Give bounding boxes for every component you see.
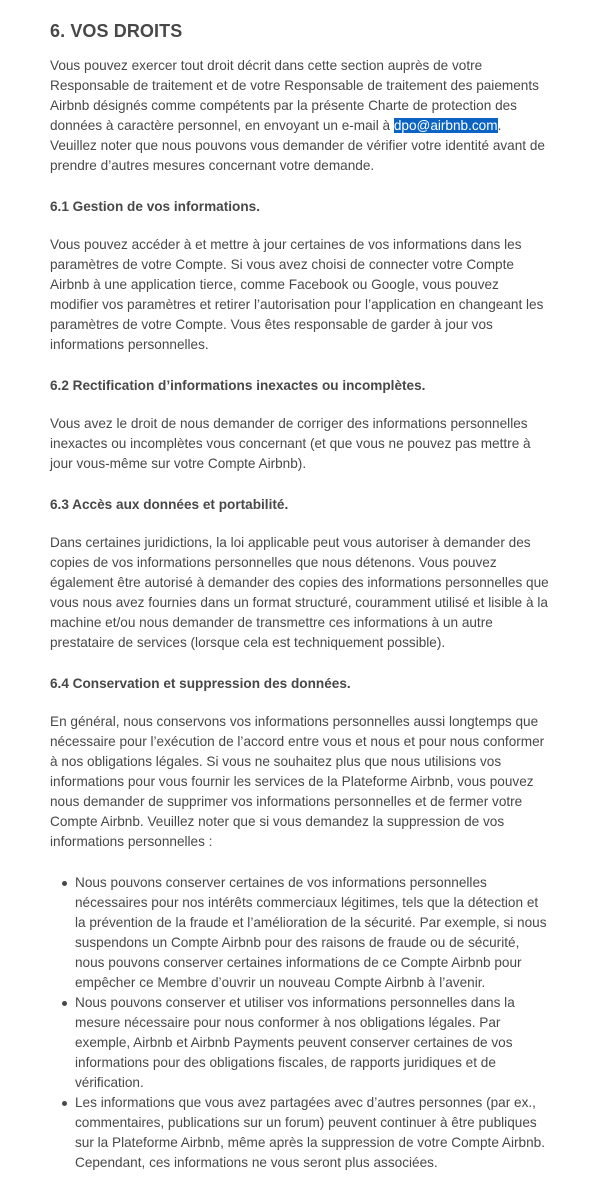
intro-paragraph — [50, 56, 550, 176]
bullet-icon — [62, 881, 67, 886]
intro-text-after: . Veuillez noter que nous pouvons vous demander de vérifier votre identité avant de prendre d’autres mesures concernant votre demande. — [50, 118, 545, 173]
subsection-text-6-3: Dans certaines juridictions, la loi applicable peut vous autoriser à demander des copies de vos informations personnelles que nous détenons. Vous pouvez également être autorisé à demander des copies des informations personnelles que vous nous avez fournies dans un format structuré, couramment utilisé et lisible à la machine et/ou nous demander de transmettre ces informations à un autre prestataire de services (lorsque cela est techniquement possible). — [50, 535, 549, 650]
intro-text-before: Vous pouvez exercer tout droit décrit dans cette section auprès de votre Responsable de traitement et de votre Responsable de traitement des paiements Airbnb désignés comme compétents par la présente Charte de protection des données à caractère personnel, en envoyant un e-mail à — [50, 58, 539, 133]
subsection-heading-6-2: 6.2 Rectification d’informations inexactes ou incomplètes. — [50, 378, 426, 393]
list-item — [75, 993, 550, 1093]
subsection-text-6-1: Vous pouvez accéder à et mettre à jour certaines de vos informations dans les paramètres de votre Compte. Si vous avez choisi de connecter votre Compte Airbnb à une application tierce, comme Facebook ou Google, vous pouvez modifier vos paramètres et retirer l’autorisation pour l’application en changeant les paramètres de votre Compte. Vous êtes responsable de garder à jour vos informations personnelles. — [50, 237, 544, 352]
subsection-heading-6-1: 6.1 Gestion de vos informations. — [50, 199, 260, 214]
subsection-heading-6-4: 6.4 Conservation et suppression des données. — [50, 676, 351, 691]
list-item — [75, 1093, 550, 1173]
deletion-caveats-list — [50, 873, 550, 1173]
bullet-icon — [62, 1101, 67, 1106]
list-item — [75, 873, 550, 993]
list-item-text: Nous pouvons conserver et utiliser vos informations personnelles dans la mesure nécessaire pour nous conformer à nos obligations légales. Par exemple, Airbnb et Airbnb Payments peuvent conserver certaines de vos informations pour des obligations fiscales, de rapports juridiques et de vérification. — [75, 995, 515, 1090]
subsection-text-6-4: En général, nous conservons vos informations personnelles aussi longtemps que nécessaire pour l’exécution de l’accord entre vous et nous et pour nous conformer à nos obligations légales. Si vous ne souhaitez plus que nous utilisions vos informations pour vous fournir les services de la Plateforme Airbnb, vous pouvez nous demander de supprimer vos informations personnelles et de fermer votre Compte Airbnb. Veuillez noter que si vous demandez la suppression de vos informations personnelles : — [50, 714, 545, 849]
list-item-text: Nous pouvons conserver certaines de vos informations personnelles nécessaires pour nos intérêts commerciaux légitimes, tels que la détection et la prévention de la fraude et l’amélioration de la sécurité. Par exemple, si nous suspendons un Compte Airbnb pour des raisons de fraude ou de sécurité, nous pouvons conserver certaines informations de ce Compte Airbnb pour empêcher ce Membre d’ouvrir un nouveau Compte Airbnb à l’avenir. — [75, 875, 547, 990]
dpo-email-link[interactable]: dpo@airbnb.com — [393, 118, 498, 133]
subsection-text-6-2: Vous avez le droit de nous demander de corriger des informations personnelles inexactes ou incomplètes vous concernant (et que vous ne pouvez pas mettre à jour vous-même sur votre Compte Airbnb). — [50, 416, 531, 471]
section-title: 6. VOS DROITS — [50, 21, 183, 41]
subsection-heading-6-3: 6.3 Accès aux données et portabilité. — [50, 497, 289, 512]
list-item-text: Les informations que vous avez partagées avec d’autres personnes (par ex., commentaires, publications sur un forum) peuvent continuer à être publiques sur la Plateforme Airbnb, même après la suppression de votre Compte Airbnb. Cependant, ces informations ne vous seront plus associées. — [75, 1095, 545, 1170]
bullet-icon — [62, 1001, 67, 1006]
